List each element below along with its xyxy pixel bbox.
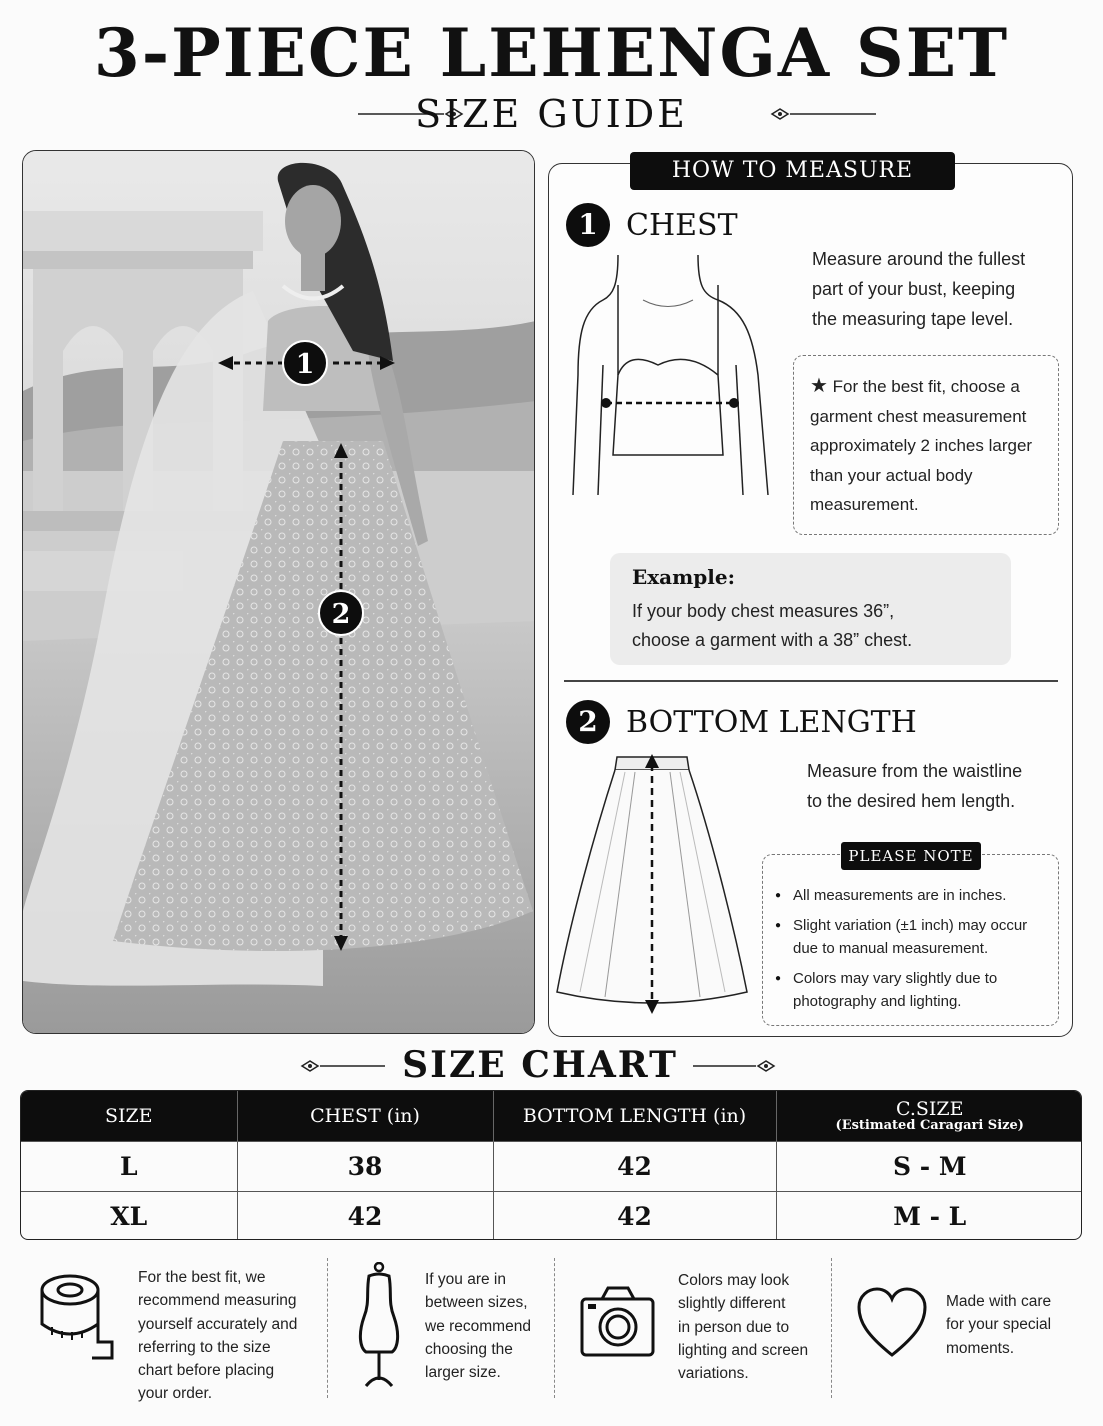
photo-marker-2: 2 [331,599,351,630]
table-row [21,1191,1082,1240]
cell-bottom-length: 42 [493,1141,776,1191]
cell-size: XL [21,1191,237,1240]
size-chart-title: SIZE CHART [402,1044,678,1086]
table-row [21,1141,1082,1191]
header-c-size: C.SIZE (Estimated Caragari Size) [776,1091,1082,1141]
footer-divider [831,1258,832,1398]
measuring-tape-icon [40,1272,115,1362]
page-subtitle: SIZE GUIDE [415,92,688,136]
section-divider [564,680,1058,682]
fit-tip-text: ★ For the best fit, choose a garment chest measurement approximately 2 inches larger than your actual body measurement. [810,375,1033,514]
chest-title: CHEST [626,208,738,243]
model-illustration [23,151,535,1034]
footer-made-with-care: Made with care for your special moments. [946,1293,1052,1357]
please-note-badge: PLEASE NOTE [841,842,981,870]
dress-form-icon [352,1262,407,1390]
camera-icon [580,1285,655,1358]
how-to-measure-badge: HOW TO MEASURE [630,152,955,190]
subtitle-row [0,92,1103,138]
footer-tip-colors: Colors may look slightly different in person due to lighting and screen variations. [678,1272,809,1383]
footer-tip-sizes: If you are in between sizes, we recommend choosing the larger size. [425,1271,531,1382]
skirt-diagram-icon [555,752,750,1022]
size-chart-heading [0,1044,1103,1090]
ornament-right-icon [766,106,876,122]
footer-divider [554,1258,555,1398]
size-chart-table [20,1090,1082,1240]
header-size: SIZE [21,1091,237,1141]
bottom-number: 2 [566,700,610,744]
bottom-title: BOTTOM LENGTH [626,705,917,740]
heart-icon [857,1287,927,1359]
list-item: ● Colors may vary slightly due to photography and lighting. [775,967,1055,1013]
ornament-right-icon [693,1058,778,1074]
cell-c-size: M - L [776,1191,1082,1240]
cell-c-size: S - M [776,1141,1082,1191]
cell-bottom-length: 42 [493,1191,776,1240]
cell-size: L [21,1141,237,1191]
table-header-row [21,1091,1082,1141]
model-photo [22,150,535,1034]
cell-chest: 38 [237,1141,493,1191]
photo-marker-1: 1 [295,349,315,380]
chest-diagram-icon [568,255,773,500]
chest-number: 1 [566,203,610,247]
bottom-description: Measure from the waistline to the desired hem length. [807,761,1023,811]
chest-description: Measure around the fullest part of your bust, keeping the measuring tape level. [812,249,1026,329]
footer-divider [327,1258,328,1398]
header-chest: CHEST (in) [237,1091,493,1141]
footer-tip-measure: For the best fit, we recommend measuring yourself accurately and referring to the size chart before placing your order. [138,1269,298,1403]
example-title: Example: [632,565,735,589]
example-text: If your body chest measures 36”, choose a garment with a 38” chest. [632,601,913,650]
header-bottom-length: BOTTOM LENGTH (in) [493,1091,776,1141]
star-icon: ★ [810,375,828,397]
list-item: ● Slight variation (±1 inch) may occur due to manual measurement. [775,914,1055,960]
cell-chest: 42 [237,1191,493,1240]
list-item: ● All measurements are in inches. [775,884,1055,907]
note-list [775,884,1055,1020]
page-title: 3-PIECE LEHENGA SET [93,14,1010,92]
